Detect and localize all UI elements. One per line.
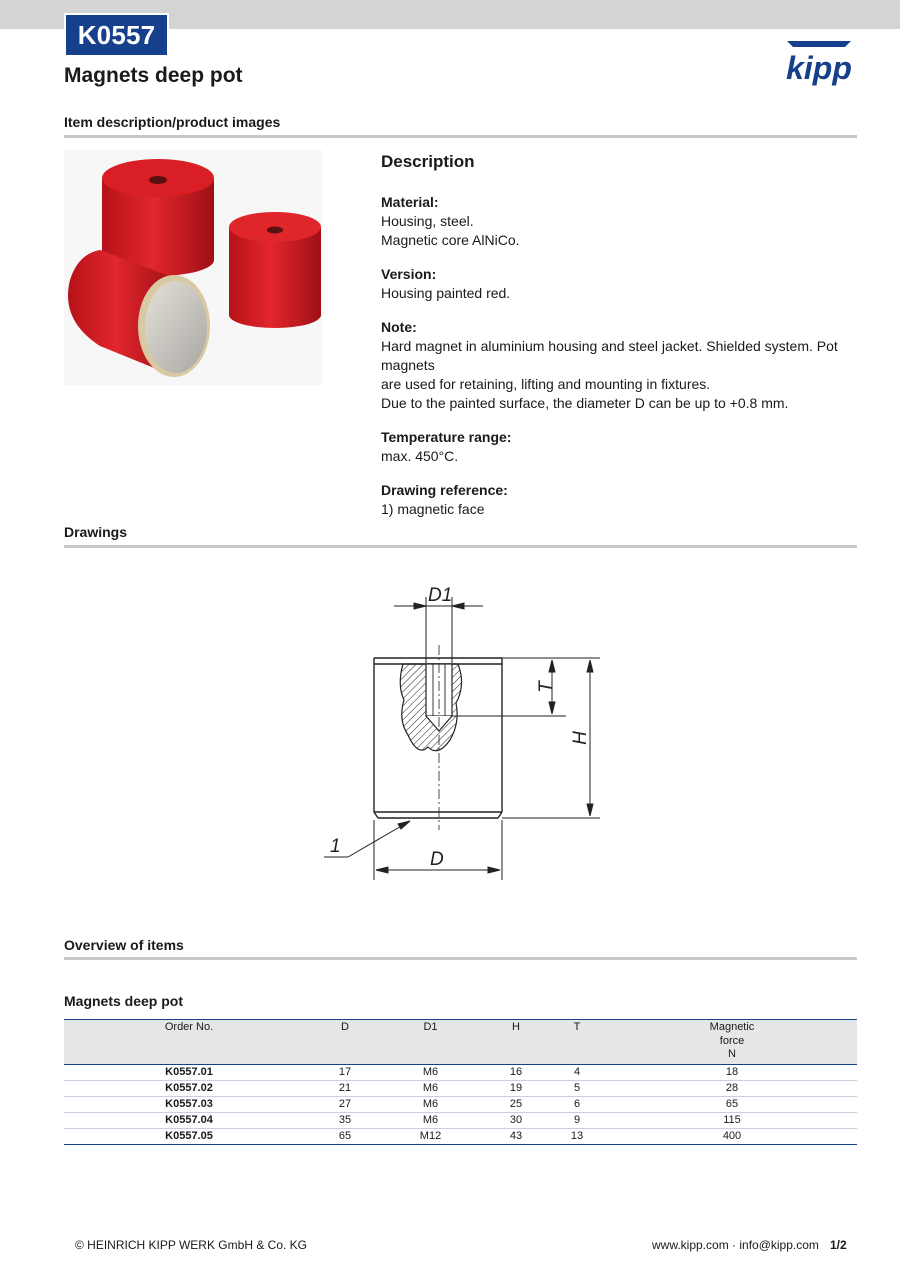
table-title: Magnets deep pot [64, 993, 184, 1009]
cell-force: 28 [607, 1080, 857, 1096]
cell-t: 13 [547, 1128, 607, 1144]
header-force-unit: N [728, 1048, 736, 1060]
cell-d1: M6 [376, 1096, 485, 1112]
note-block [381, 318, 861, 413]
dimension-label-d1: D1 [428, 585, 453, 606]
header-d1: D1 [376, 1020, 485, 1065]
cell-d1: M6 [376, 1112, 485, 1128]
table-row [64, 1096, 857, 1112]
reference-label-1: 1 [330, 836, 341, 857]
cell-order: K0557.05 [64, 1128, 314, 1144]
table-header-row [64, 1020, 857, 1065]
cell-h: 30 [485, 1112, 547, 1128]
product-code-badge [64, 13, 169, 57]
material-label: Material: [381, 194, 439, 210]
table-row [64, 1128, 857, 1144]
footer-contact: www.kipp.com · info@kipp.com [652, 1238, 819, 1252]
cell-d: 17 [314, 1064, 376, 1080]
note-line: Hard magnet in aluminium housing and steel jacket. Shielded system. Pot magnets [381, 338, 838, 373]
items-table [64, 1019, 857, 1145]
cell-force: 115 [607, 1112, 857, 1128]
header-force [607, 1020, 857, 1065]
description-panel [381, 152, 861, 534]
description-heading: Description [381, 152, 475, 171]
section-title-overview: Overview of items [64, 937, 184, 953]
cell-t: 4 [547, 1064, 607, 1080]
cell-d: 35 [314, 1112, 376, 1128]
cell-d1: M12 [376, 1128, 485, 1144]
section-title-drawings: Drawings [64, 524, 128, 540]
note-label: Note: [381, 319, 417, 335]
cell-order: K0557.01 [64, 1064, 314, 1080]
cell-order: K0557.02 [64, 1080, 314, 1096]
section-title-item-description: Item description/product images [64, 114, 281, 130]
section-divider [64, 957, 857, 960]
version-label: Version: [381, 266, 437, 282]
dimension-label-t: T [536, 681, 558, 693]
header-d: D [314, 1020, 376, 1065]
page-title: Magnets deep pot [64, 64, 243, 87]
cell-d: 27 [314, 1096, 376, 1112]
header-force-line: Magnetic [709, 1021, 755, 1033]
temperature-block [381, 428, 861, 466]
temperature-text: max. 450°C. [381, 448, 459, 464]
note-line: are used for retaining, lifting and mounting in fixtures. [381, 376, 711, 392]
note-line: Due to the painted surface, the diameter D can be up to +0.8 mm. [381, 395, 789, 411]
header-order: Order No. [64, 1020, 314, 1065]
version-text: Housing painted red. [381, 285, 511, 301]
dimension-label-d: D [430, 849, 444, 870]
cell-h: 19 [485, 1080, 547, 1096]
version-block [381, 265, 861, 303]
section-divider [64, 135, 857, 138]
technical-drawing [300, 575, 620, 885]
drawing-reference-text: 1) magnetic face [381, 501, 485, 517]
cell-force: 400 [607, 1128, 857, 1144]
footer-copyright: © HEINRICH KIPP WERK GmbH & Co. KG [75, 1238, 307, 1252]
cell-d: 65 [314, 1128, 376, 1144]
product-image [64, 150, 322, 385]
cell-d: 21 [314, 1080, 376, 1096]
cell-order: K0557.03 [64, 1096, 314, 1112]
cell-force: 18 [607, 1064, 857, 1080]
cell-d1: M6 [376, 1064, 485, 1080]
table-row [64, 1080, 857, 1096]
header-force-line: force [719, 1034, 745, 1047]
product-code: K0557 [66, 15, 167, 55]
logo-text: kipp [786, 50, 852, 86]
cell-t: 5 [547, 1080, 607, 1096]
material-line: Housing, steel. [381, 213, 474, 229]
cell-h: 43 [485, 1128, 547, 1144]
table-row [64, 1112, 857, 1128]
footer-page-number: 1/2 [830, 1238, 847, 1252]
material-block [381, 193, 861, 250]
cell-d1: M6 [376, 1080, 485, 1096]
cell-t: 6 [547, 1096, 607, 1112]
section-divider [64, 545, 857, 548]
temperature-label: Temperature range: [381, 429, 512, 445]
dimension-label-h: H [570, 731, 592, 745]
cell-h: 16 [485, 1064, 547, 1080]
cell-order: K0557.04 [64, 1112, 314, 1128]
kipp-logo [783, 35, 859, 93]
table-row [64, 1064, 857, 1080]
cell-force: 65 [607, 1096, 857, 1112]
cell-t: 9 [547, 1112, 607, 1128]
material-line: Magnetic core AlNiCo. [381, 232, 520, 248]
drawing-reference-block [381, 481, 861, 519]
header-h: H [485, 1020, 547, 1065]
cell-h: 25 [485, 1096, 547, 1112]
header-t: T [547, 1020, 607, 1065]
drawing-reference-label: Drawing reference: [381, 482, 508, 498]
